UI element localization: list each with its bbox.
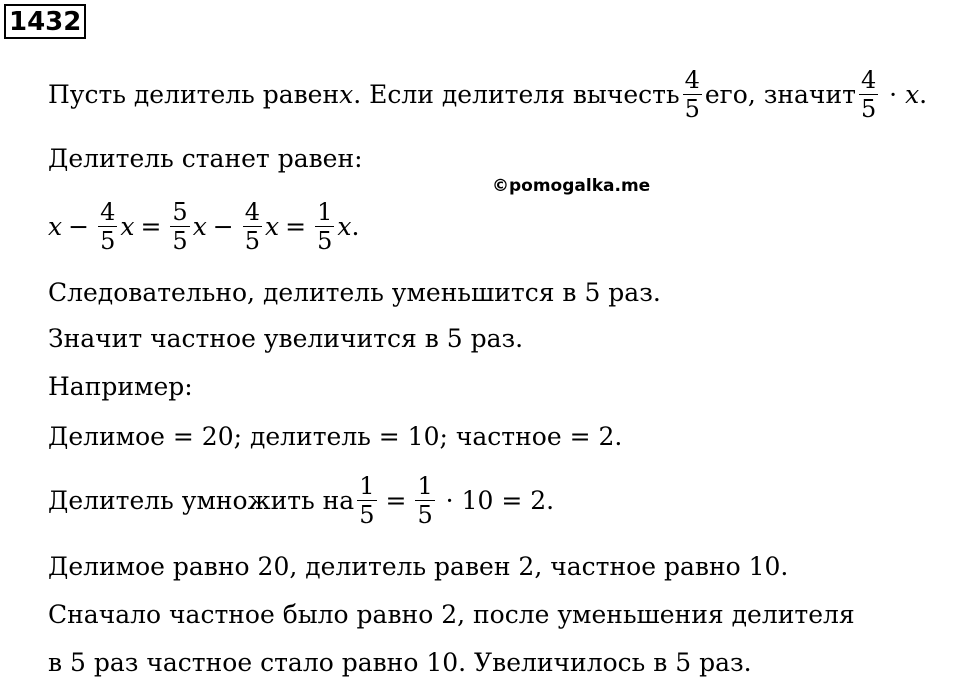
line-1 xyxy=(48,65,928,123)
text: · xyxy=(881,79,906,109)
denominator: 5 xyxy=(359,500,375,529)
fraction xyxy=(315,198,334,255)
numerator: 1 xyxy=(359,471,375,500)
text: Пусть делитель равен xyxy=(48,79,340,109)
variable: x xyxy=(265,211,280,241)
fraction xyxy=(859,66,878,123)
task-number: 1432 xyxy=(4,4,86,39)
numerator: 1 xyxy=(317,197,333,226)
line-10: Сначало частное было равно 2, после уменьшения делителя xyxy=(48,599,855,629)
variable: x xyxy=(905,79,920,109)
numerator: 4 xyxy=(860,65,877,94)
fraction xyxy=(415,472,434,529)
operator: = xyxy=(285,211,307,241)
line-5: Значит частное увеличится в 5 раз. xyxy=(48,323,524,353)
fraction xyxy=(98,198,117,255)
denominator: 5 xyxy=(317,226,333,255)
operator: − xyxy=(68,211,90,241)
text: . xyxy=(919,79,928,109)
text: · 10 = 2. xyxy=(437,485,555,515)
fraction xyxy=(357,472,376,529)
text: . Если делителя вычесть xyxy=(353,79,680,109)
denominator: 5 xyxy=(684,94,700,123)
text: . xyxy=(351,211,360,241)
line-2: Делитель станет равен: xyxy=(48,143,363,173)
line-6: Например: xyxy=(48,371,193,401)
numerator: 1 xyxy=(417,471,433,500)
text: его, значит xyxy=(704,79,856,109)
numerator: 5 xyxy=(172,197,188,226)
variable: x xyxy=(48,211,63,241)
line-3 xyxy=(48,197,360,255)
line-7: Делимое = 20; делитель = 10; частное = 2. xyxy=(48,421,623,451)
operator: − xyxy=(212,211,234,241)
denominator: 5 xyxy=(244,226,261,255)
denominator: 5 xyxy=(172,226,188,255)
line-8 xyxy=(48,471,555,529)
text: Делитель умножить на xyxy=(48,485,355,515)
operator: = xyxy=(385,485,407,515)
line-4: Следовательно, делитель уменьшится в 5 раз. xyxy=(48,277,661,307)
variable: x xyxy=(339,79,354,109)
denominator: 5 xyxy=(100,226,116,255)
line-9: Делимое равно 20, делитель равен 2, частное равно 10. xyxy=(48,551,789,581)
variable: x xyxy=(192,211,207,241)
line-11: в 5 раз частное стало равно 10. Увеличилось в 5 раз. xyxy=(48,647,752,677)
variable: x xyxy=(120,211,135,241)
operator: = xyxy=(140,211,162,241)
denominator: 5 xyxy=(417,500,433,529)
denominator: 5 xyxy=(860,94,877,123)
numerator: 4 xyxy=(684,65,700,94)
fraction xyxy=(683,66,702,123)
fraction xyxy=(243,198,262,255)
fraction xyxy=(170,198,189,255)
variable: x xyxy=(337,211,352,241)
numerator: 4 xyxy=(244,197,261,226)
watermark: ©pomogalka.me xyxy=(492,176,651,196)
numerator: 4 xyxy=(100,197,116,226)
